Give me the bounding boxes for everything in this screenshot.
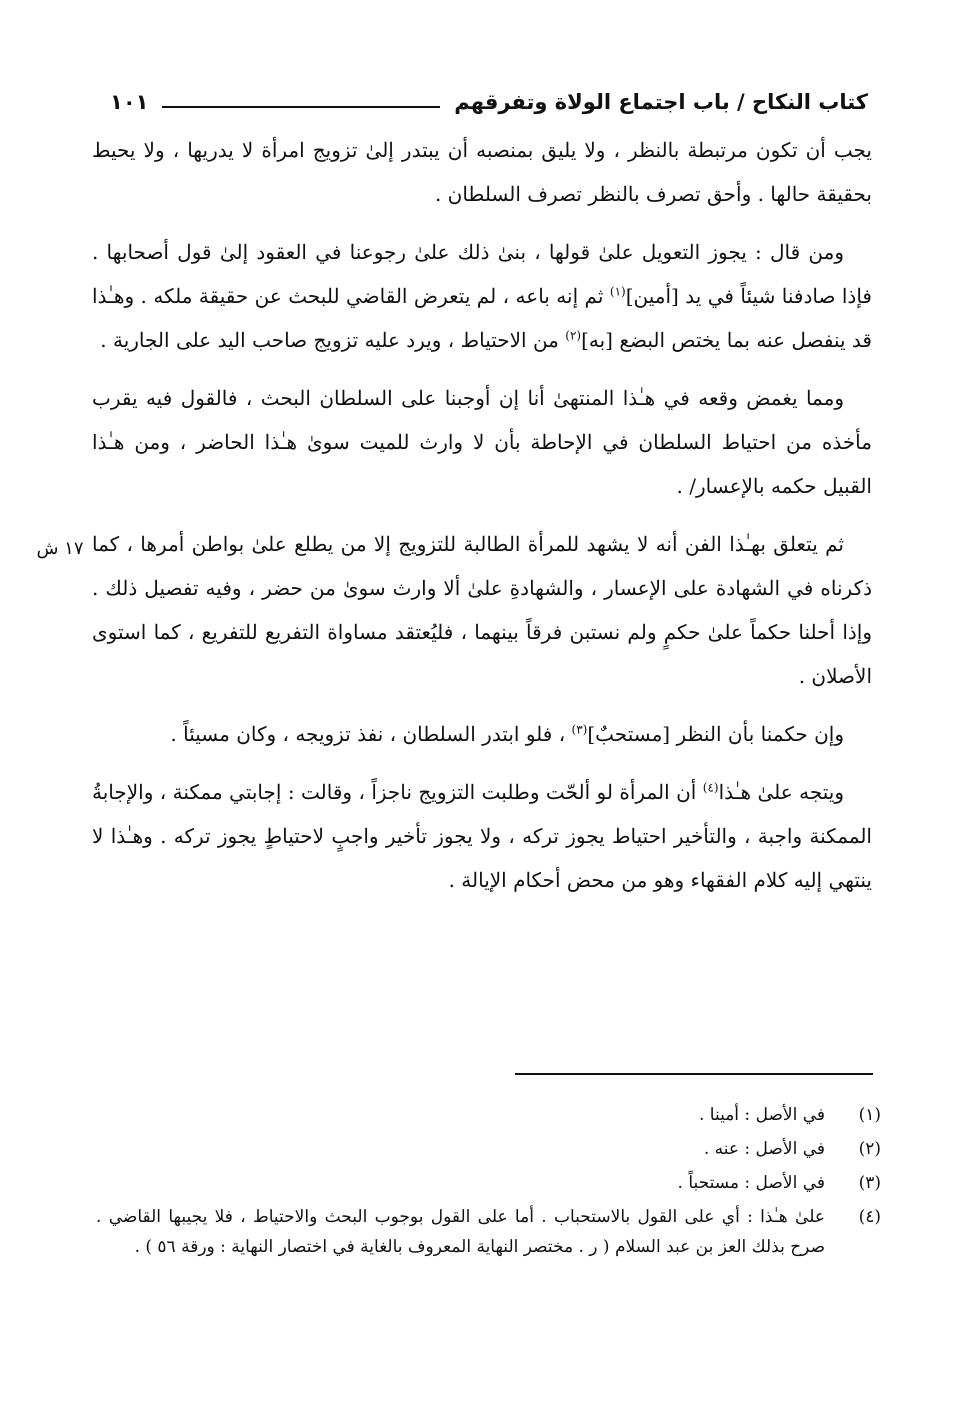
text-run: وإن حكمنا بأن النظر [مستحبٌ] bbox=[587, 722, 844, 746]
footnote bbox=[96, 1168, 881, 1198]
header-rule bbox=[162, 106, 440, 108]
text-run: من الاحتياط ، ويرد عليه تزويج صاحب اليد على الجارية . bbox=[100, 328, 559, 352]
footnote bbox=[96, 1100, 881, 1130]
paragraph: يجب أن تكون مرتبطة بالنظر ، ولا يليق بمنصبه أن يبتدر إلىٰ تزويج امرأة لا يدريها ، ولا يحيط بحقيقة حالها . وأحق تصرف بالنظر تصرف السلطان . bbox=[92, 138, 872, 206]
text-run: ومن قال : يجوز التعويل علىٰ قولها ، بنىٰ ذلك علىٰ رجوعنا في العقود إلىٰ قول أصحابها . فإذا صادفنا شيئاً في يد [أمين] bbox=[92, 240, 872, 308]
text-run: ثم إنه باعه ، لم يتعرض القاضي للبحث عن حقيقة ملكه . وهـٰذا قد ينفصل عنه بما يختص البضع [به] bbox=[92, 284, 872, 352]
paragraph: ومما يغمض وقعه في هـٰذا المنتهىٰ أنا إن أوجبنا على السلطان البحث ، فالقول فيه يقرب مأخذه من احتياط السلطان في الإحاطة بأن لا وارث للميت سوىٰ هـٰذا الحاضر ، ومن هـٰذا القبيل حكمه بالإعسار/ . bbox=[92, 386, 872, 498]
text-run: ، فلو ابتدر السلطان ، نفذ تزويجه ، وكان مسيئاً . bbox=[170, 722, 566, 746]
footnote-number: (٢) bbox=[858, 1139, 881, 1159]
chapter-title: كتاب النكاح / باب اجتماع الولاة وتفرقهم bbox=[454, 90, 868, 114]
margin-folio-note: ١٧ ش bbox=[36, 538, 84, 559]
running-header bbox=[110, 82, 868, 122]
paragraph: ثم يتعلق بهـٰذا الفن أنه لا يشهد للمرأة الطالبة للتزويج إلا من يطلع علىٰ بواطن أمرها ، كما ذكرناه في الشهادة على الإعسار ، والشهادةِ علىٰ ألا وارث سوىٰ من حضر ، وفيه تفصيل ذلك . وإذا أحلنا حكماً علىٰ حكمٍ ولم نستبن فرقاً بينهما ، فليُعتقد مساواة التفريع للتفريع ، كما استوى الأصلان . bbox=[92, 532, 872, 688]
footnote-ref: (١) bbox=[609, 284, 626, 299]
footnote-number: (١) bbox=[858, 1105, 881, 1125]
page-number: ١٠١ bbox=[110, 90, 149, 114]
footnote-text: في الأصل : أمينا . bbox=[698, 1105, 825, 1125]
main-text bbox=[92, 128, 872, 916]
footnote-number: (٤) bbox=[858, 1207, 881, 1227]
footnote-separator bbox=[515, 1073, 873, 1075]
text-run: أن المرأة لو ألحّت وطلبت التزويج ناجزاً ، وقالت : إجابتي ممكنة ، والإجابةُ الممكنة واجبة ، والتأخير احتياط يجوز تركه ، ولا يجوز تأخير واجبٍ لاحتياطٍ يجوز تركه . وهـٰذا لا ينتهي إليه كلام الفقهاء وهو من محض أحكام الإيالة . bbox=[92, 780, 872, 892]
footnote-text: علىٰ هـٰذا : أي على القول بالاستحباب . أما على القول بوجوب البحث والاحتياط ، فلا يجيبها القاضي . صرح بذلك العز بن عبد السلام ( ر . مختصر النهاية المعروف بالغاية في اختصار النهاية : ورقة ٥٦ ) . bbox=[96, 1207, 825, 1257]
footnote-number: (٣) bbox=[858, 1173, 881, 1193]
footnote bbox=[96, 1202, 881, 1262]
text-run: ويتجه علىٰ هـٰذا bbox=[718, 780, 844, 804]
footnote-ref: (٣) bbox=[571, 722, 588, 737]
footnotes bbox=[96, 1100, 881, 1266]
paragraph bbox=[92, 770, 872, 902]
footnote-text: في الأصل : عنه . bbox=[703, 1139, 825, 1159]
footnote bbox=[96, 1134, 881, 1164]
paragraph bbox=[92, 230, 872, 362]
footnote-ref: (٢) bbox=[565, 328, 582, 343]
paragraph bbox=[92, 712, 872, 756]
footnote-ref: (٤) bbox=[702, 780, 719, 795]
footnote-text: في الأصل : مستحباً . bbox=[677, 1173, 825, 1193]
